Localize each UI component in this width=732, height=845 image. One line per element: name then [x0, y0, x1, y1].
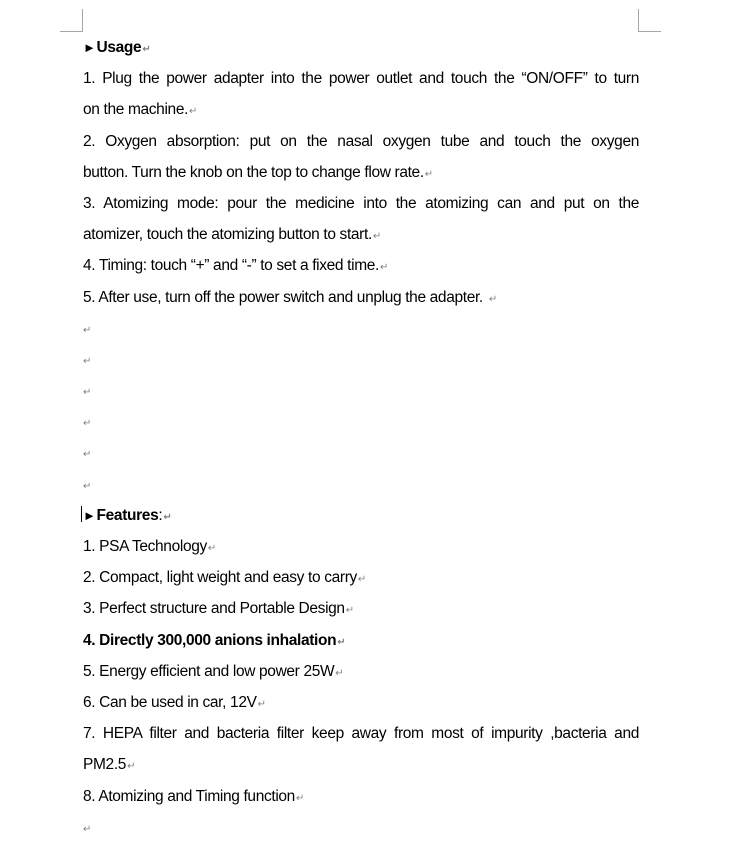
paragraph-mark-icon: ↵	[295, 792, 305, 804]
usage-line-6-text: atomizer, touch the atomizing button to start.	[83, 226, 372, 244]
paragraph-mark-icon: ↵	[335, 667, 344, 679]
features-line-8-text: PM2.5	[83, 756, 127, 774]
paragraph-mark-icon: ↵	[163, 511, 172, 523]
features-line-2-text: 2. Compact, light weight and easy to carry	[83, 569, 357, 587]
paragraph-mark-icon: ↵	[207, 543, 217, 554]
features-line-6-text: 6. Can be used in car, 12V	[83, 693, 257, 711]
features-line-6	[83, 687, 639, 718]
empty-paragraph	[83, 437, 639, 468]
empty-paragraph	[83, 812, 639, 843]
usage-line-7	[83, 250, 639, 281]
usage-line-8-text: 5. After use, turn off the power switch and unplug the adapter.	[83, 288, 483, 306]
paragraph-mark-icon: ↵	[83, 823, 92, 835]
paragraph-mark-icon: ↵	[189, 106, 198, 118]
paragraph-mark-icon: ↵	[372, 231, 382, 243]
features-line-8	[83, 749, 639, 780]
paragraph-mark-icon: ↵	[83, 355, 92, 367]
usage-line-6	[83, 219, 639, 250]
features-line-1	[83, 531, 639, 562]
usage-line-1	[83, 63, 639, 94]
text-cursor	[81, 506, 82, 522]
usage-line-7-text: 4. Timing: touch “+” and “-” to set a fixed time.	[83, 257, 379, 275]
paragraph-mark-icon: ↵	[380, 262, 389, 274]
empty-paragraph	[83, 313, 639, 344]
features-line-4	[83, 625, 639, 656]
usage-heading-text: Usage	[96, 39, 142, 56]
features-line-9	[83, 781, 639, 812]
paragraph-mark-icon: ↵	[357, 574, 367, 586]
usage-line-8	[83, 282, 639, 313]
usage-line-3	[83, 126, 639, 157]
usage-heading	[83, 32, 639, 63]
features-line-5	[83, 656, 639, 687]
features-heading	[83, 500, 639, 531]
usage-line-3-text: 2. Oxygen absorption: put on the nasal oxygen tube and touch the oxygen	[83, 132, 639, 150]
features-line-7-text: 7. HEPA filter and bacteria filter keep away from most of impurity ,bacteria and	[83, 725, 639, 743]
features-line-3	[83, 593, 639, 624]
triangle-bullet-icon: ►	[83, 507, 96, 523]
usage-line-5-text: 3. Atomizing mode: pour the medicine into the atomizing can and put on the	[83, 194, 639, 212]
paragraph-mark-icon: ↵	[83, 480, 92, 492]
paragraph-mark-icon: ↵	[142, 44, 151, 55]
document-page[interactable]	[83, 32, 639, 843]
features-line-1-text: 1. PSA Technology	[83, 538, 207, 555]
paragraph-mark-icon: ↵	[345, 605, 355, 617]
usage-line-2	[83, 94, 639, 125]
features-line-3-text: 3. Perfect structure and Portable Design	[83, 600, 345, 618]
usage-line-5	[83, 188, 639, 219]
paragraph-mark-icon: ↵	[83, 324, 92, 336]
paragraph-mark-icon: ↵	[424, 168, 434, 180]
features-line-7	[83, 718, 639, 749]
features-heading-text: Features	[96, 506, 159, 524]
usage-line-1-text: 1. Plug the power adapter into the power outlet and touch the “ON/OFF” to turn	[83, 70, 639, 88]
empty-paragraph	[83, 344, 639, 375]
features-line-2	[83, 562, 639, 593]
empty-paragraph	[83, 469, 639, 500]
paragraph-mark-icon: ↵	[257, 698, 266, 710]
features-line-9-text: 8. Atomizing and Timing function	[83, 787, 295, 805]
usage-line-4-text: button. Turn the knob on the top to change flow rate.	[83, 163, 424, 181]
page-corner-top-right	[638, 9, 661, 32]
empty-paragraph	[83, 375, 639, 406]
page-corner-top-left	[60, 9, 83, 32]
triangle-bullet-icon: ►	[83, 40, 96, 55]
paragraph-mark-icon: ↵	[488, 293, 498, 305]
usage-line-4	[83, 157, 639, 188]
empty-paragraph	[83, 406, 639, 437]
paragraph-mark-icon: ↵	[83, 387, 92, 399]
features-line-5-text: 5. Energy efficient and low power 25W	[83, 662, 335, 680]
paragraph-mark-icon: ↵	[337, 636, 346, 648]
usage-line-2-text: on the machine.	[83, 101, 189, 119]
features-line-4-text: 4. Directly 300,000 anions inhalation	[83, 631, 337, 649]
paragraph-mark-icon: ↵	[83, 449, 92, 461]
paragraph-mark-icon: ↵	[83, 418, 92, 430]
paragraph-mark-icon: ↵	[127, 761, 136, 773]
features-heading-colon: :	[158, 506, 163, 524]
